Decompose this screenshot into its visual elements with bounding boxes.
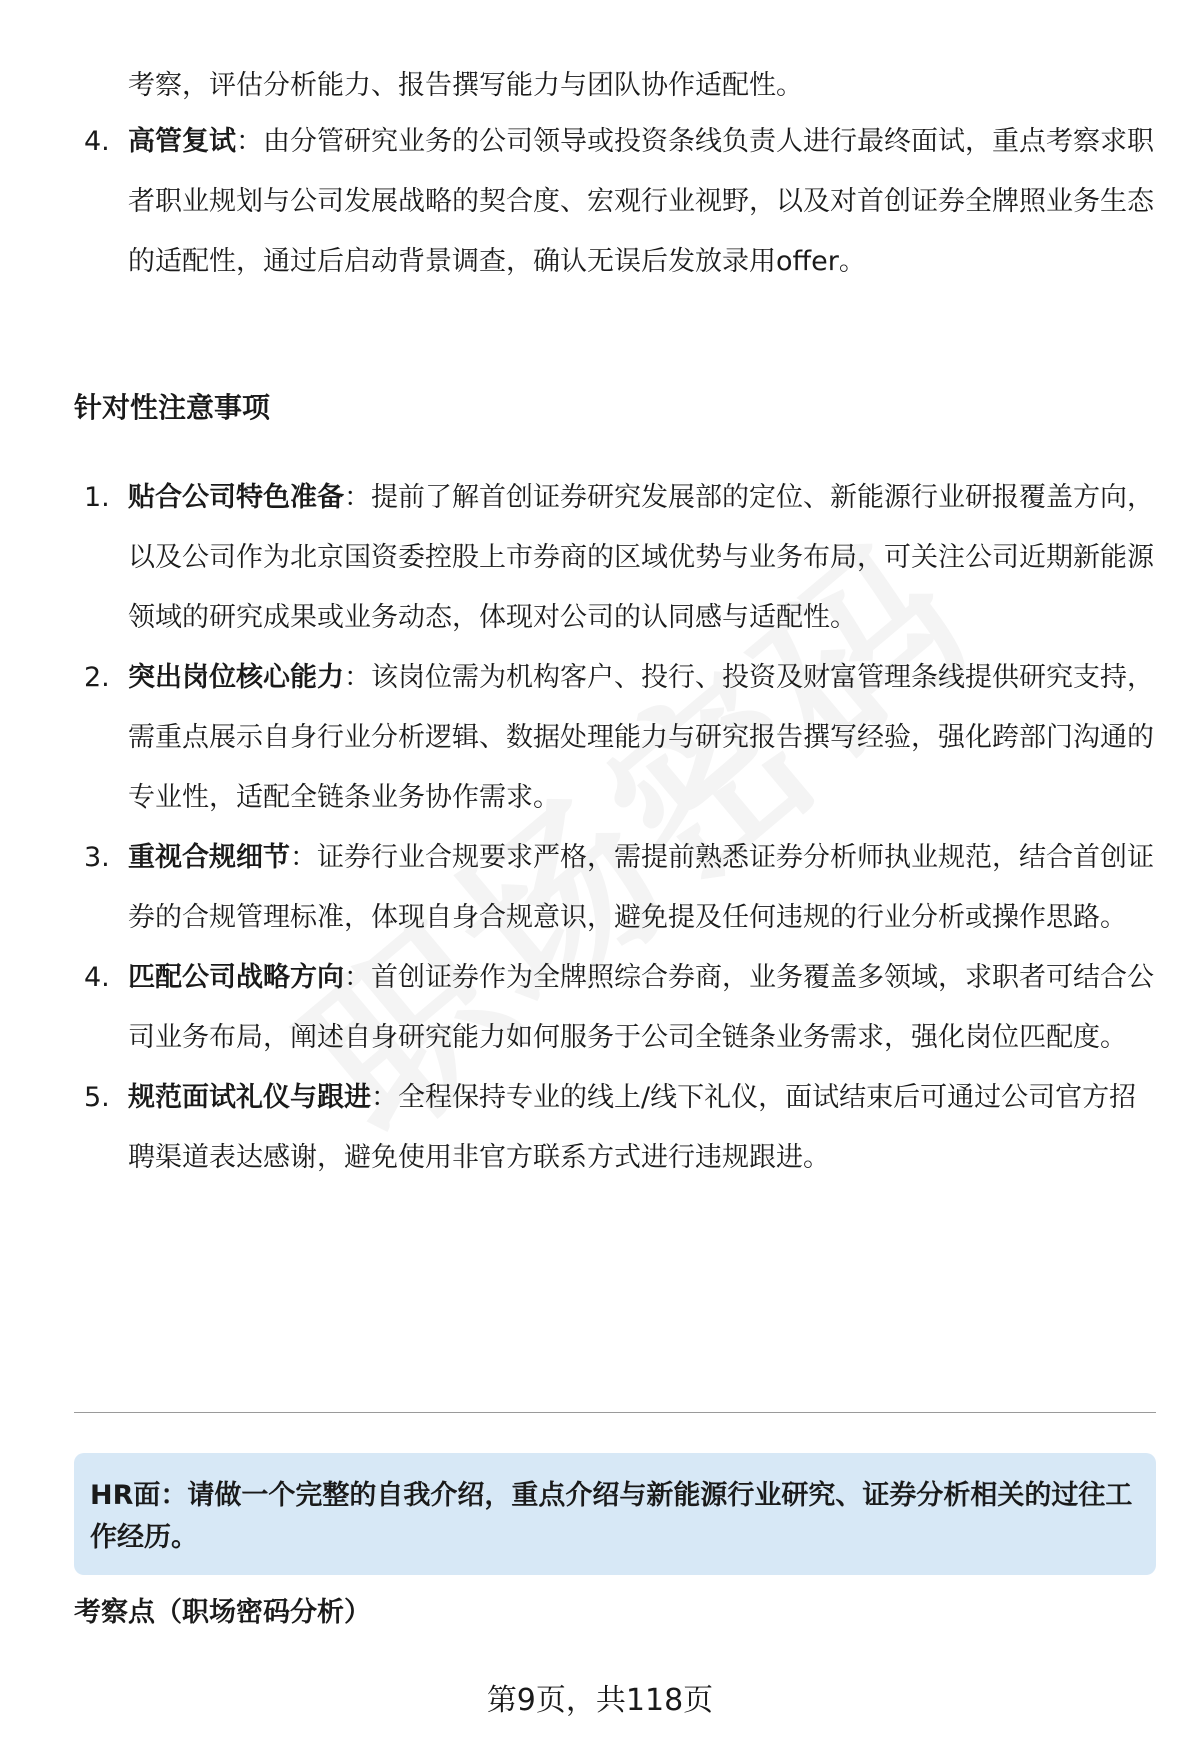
- interview-process-list: [84, 112, 1158, 292]
- page-footer: 第9页，共118页: [486, 1683, 714, 1718]
- list-item: [0, 948, 1158, 1068]
- analysis-heading: 考察点（职场密码分析）: [74, 1597, 371, 1628]
- divider: [74, 1412, 1156, 1413]
- item-text: ：提前了解首创证券研究发展部的定位、新能源行业研报覆盖方向，以及公司作为北京国资委控股上市券商的区域优势与业务布局，可关注公司近期新能源领域的研究成果或业务动态，体现对公司的认同感与适配性。: [128, 482, 1154, 633]
- list-item: [0, 468, 1158, 648]
- hr-question-box: HR面：请做一个完整的自我介绍，重点介绍与新能源行业研究、证券分析相关的过往工作经历。: [74, 1453, 1156, 1575]
- item-text: ：首创证券作为全牌照综合券商，业务覆盖多领域，求职者可结合公司业务布局，阐述自身研究能力如何服务于公司全链条业务需求，强化岗位匹配度。: [128, 962, 1154, 1053]
- list-number: 5.: [84, 1082, 110, 1113]
- item-text: ：全程保持专业的线上/线下礼仪，面试结束后可通过公司官方招聘渠道表达感谢，避免使用非官方联系方式进行违规跟进。: [128, 1082, 1137, 1173]
- item-text: ：该岗位需为机构客户、投行、投资及财富管理条线提供研究支持，需重点展示自身行业分析逻辑、数据处理能力与研究报告撰写经验，强化跨部门沟通的专业性，适配全链条业务协作需求。: [128, 662, 1154, 813]
- list-item: [0, 648, 1158, 828]
- item-lead: 贴合公司特色准备: [128, 482, 344, 513]
- list-number: 1.: [84, 482, 110, 513]
- list-number: 4.: [84, 126, 110, 157]
- item-lead: 规范面试礼仪与跟进: [128, 1082, 371, 1113]
- list-item: [0, 112, 1158, 292]
- list-number: 3.: [84, 842, 110, 873]
- item-lead: 高管复试: [128, 126, 236, 157]
- list-item: [0, 828, 1158, 948]
- item-text: ：证券行业合规要求严格，需提前熟悉证券分析师执业规范，结合首创证券的合规管理标准，体现自身合规意识，避免提及任何违规的行业分析或操作思路。: [128, 842, 1154, 933]
- list-number: 2.: [84, 662, 110, 693]
- item-lead: 匹配公司战略方向: [128, 962, 344, 993]
- item-text: ：由分管研究业务的公司领导或投资条线负责人进行最终面试，重点考察求职者职业规划与公司发展战略的契合度、宏观行业视野，以及对首创证券全牌照业务生态的适配性，通过后启动背景调查，确认无误后发放录用offer。: [128, 126, 1154, 277]
- list-number: 4.: [84, 962, 110, 993]
- list-item: [0, 1068, 1158, 1188]
- section-title: 针对性注意事项: [74, 391, 271, 424]
- item-lead: 重视合规细节: [128, 842, 290, 873]
- item-lead: 突出岗位核心能力: [128, 662, 344, 693]
- notes-list: [84, 468, 1158, 1188]
- continuation-text: 考察，评估分析能力、报告撰写能力与团队协作适配性。: [128, 70, 803, 101]
